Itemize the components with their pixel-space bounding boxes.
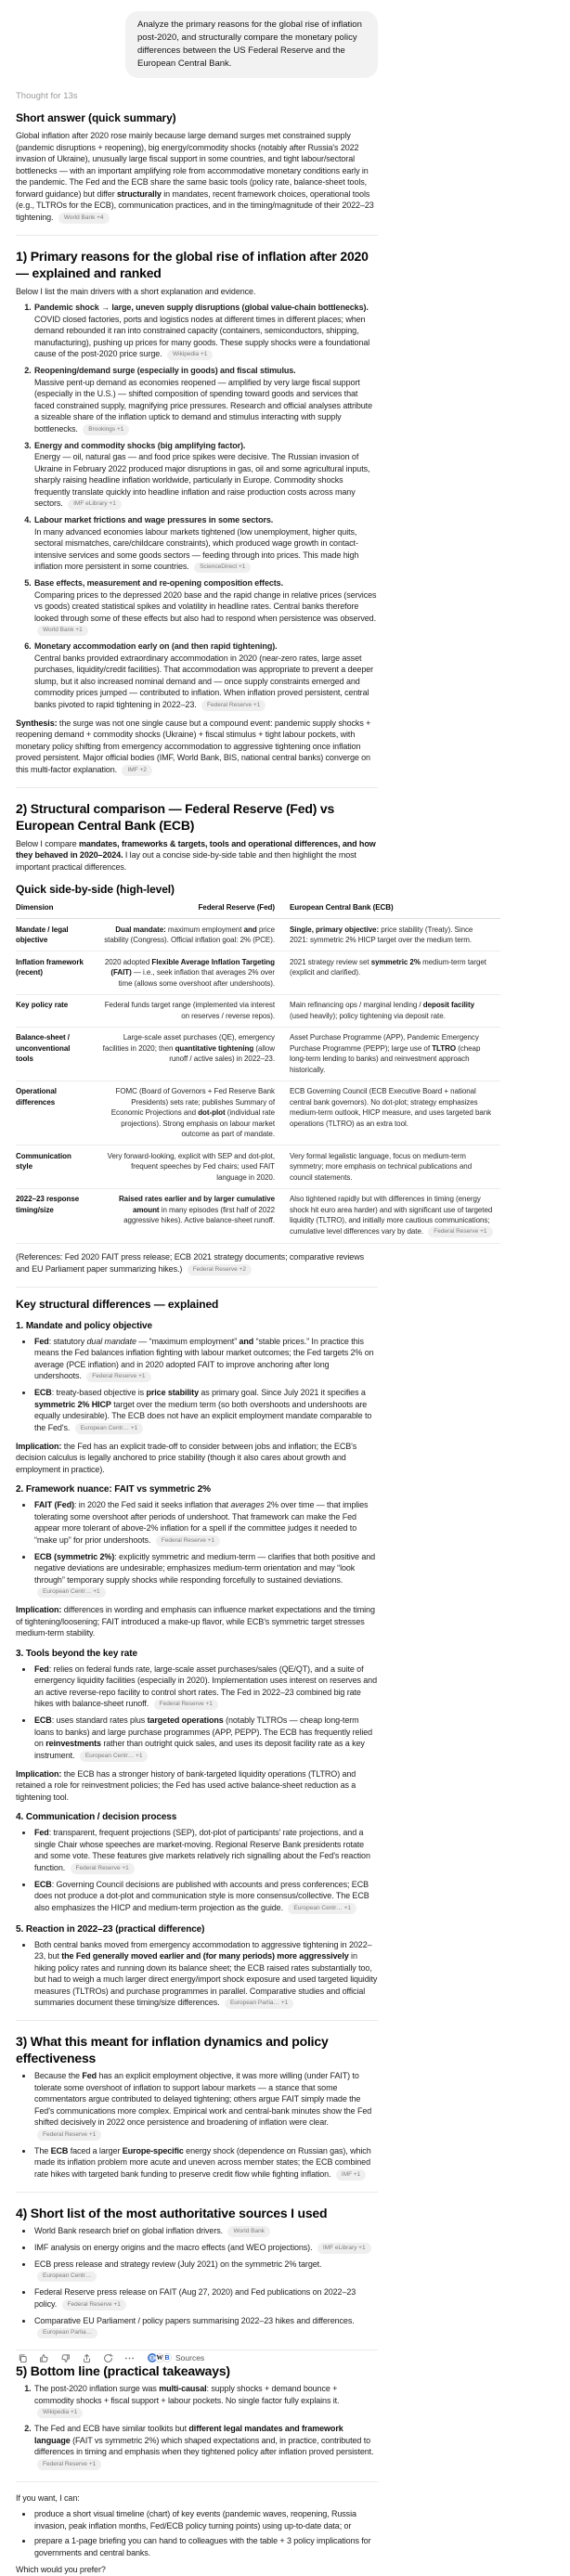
text-run: ECB Governing Council (ECB Executive Board + national central bank governors). No dot-plot; strategy emphasizes medium-term outlook, HICP measure, and uses targeted bank operations (TLTRO) as an extra tool. [290, 1087, 492, 1128]
citation-pill[interactable]: Federal Reserve +1 [428, 1226, 492, 1237]
ecb-cell [282, 1188, 500, 1244]
list-item [33, 1879, 378, 1915]
citation-pill[interactable]: Federal Reserve +1 [37, 2129, 101, 2141]
text-run: Also tightened rapidly but with differences in timing (energy shock hit euro area harder) and with significant use of targeted liquidity (TLTRO), and initially more cautious communications; cumulative level differences vary by date. [290, 1195, 493, 1236]
text-run: Dual mandate: [115, 925, 166, 934]
citation-pill[interactable]: World Bank +4 [58, 213, 110, 224]
text-run: Very formal legalistic language, focus on medium-term symmetry; more emphasis on technical publications and council statements. [290, 1151, 473, 1182]
dimension-cell: Key policy rate [16, 994, 92, 1027]
citation-pill[interactable]: Federal Reserve +1 [86, 1372, 150, 1383]
text-run: targeted operations [147, 1715, 224, 1725]
bullet-list [16, 1336, 378, 1435]
dimension-cell: Communication style [16, 1146, 92, 1189]
table-header-cell: Dimension [16, 900, 92, 919]
text-run: reinvestments [45, 1739, 101, 1748]
text-run: as primary goal. Since July 2021 it specifies a [199, 1388, 366, 1397]
text-run: Fed [34, 1336, 49, 1346]
text-run: Fed [34, 1663, 49, 1674]
fed-cell [92, 951, 282, 995]
section-heading: 3) What this meant for inflation dynamics and policy effectiveness [16, 2034, 329, 2065]
text-run: Single, primary objective: [290, 925, 380, 934]
dimension-cell: Inflation framework (recent) [16, 951, 92, 995]
thumbs-down-icon [59, 2352, 71, 2364]
text-run: Implication: [16, 1768, 62, 1779]
text-run: produce a short visual timeline (chart) of key events (pandemic waves, reopening, Russia invasion, peak inflation months, Fed/ECB policy turning points) using up-to-date data; or [34, 2509, 356, 2531]
section-heading: Key structural differences — explained [16, 1297, 219, 1311]
paragraph [16, 718, 378, 777]
text-run: rather than outright quick sales, and uses its deposit facility rate as a key instrument. [34, 1739, 365, 1760]
dimension-cell: Mandate / legal objective [16, 919, 92, 951]
user-message-bubble: Analyze the primary reasons for the global rise of inflation post-2020, and structurally compare the monetary policy differences between the US Federal Reserve and the European Central Bank. [125, 11, 378, 78]
section-heading: 3. Tools beyond the key rate [16, 1648, 137, 1659]
text-run: Raised rates earlier and by larger cumulative amount [118, 1195, 275, 1214]
dimension-cell: 2022–23 response timing/size [16, 1188, 92, 1244]
text-run: dot-plot [198, 1108, 226, 1117]
text-run: COVID closed factories, ports and logistics nodes at different times in different places; when demand rebounded it ran into constrained capacity (containers, semiconductors, shipping, manufacturing), pushing up prices for many goods. These supply shocks were a foundational cause of the post-2020 price surge. [34, 314, 370, 358]
text-run: mandates, frameworks & targets, tools and operational differences, and how they behaved in 2020–2024. [16, 838, 376, 860]
list-item [33, 2145, 378, 2181]
sources-label: Sources [175, 2353, 205, 2362]
citation-pill[interactable]: European Centr… +1 [288, 1903, 356, 1914]
text-run: 3. Energy and commodity shocks (big amplifying factor). [34, 440, 246, 450]
citation-pill[interactable]: Federal Reserve +1 [62, 2299, 126, 2311]
section-heading: 4. Communication / decision process [16, 1812, 177, 1822]
citation-pill[interactable]: European Parlia… [37, 2328, 97, 2339]
citation-pill[interactable]: European Parlia… +1 [225, 1999, 293, 2010]
text-run: Federal Reserve press release on FAIT (Aug 27, 2020) and Fed publications on 2022–23 policy. [34, 2287, 356, 2309]
section-heading: 4) Short list of the most authoritative sources I used [16, 2205, 328, 2220]
citation-pill[interactable]: World Bank [227, 2226, 269, 2237]
text-run: price stability [146, 1388, 199, 1397]
list-item [33, 2535, 378, 2558]
text-run: The [34, 2145, 51, 2155]
fed-cell [92, 1188, 282, 1244]
ecb-cell [282, 1027, 500, 1081]
citation-pill[interactable]: IMF eLibrary +1 [317, 2243, 371, 2254]
paragraph [16, 2492, 378, 2505]
text-run: (individual rate projections). Strong emphasis on labour market outcome as part of mandate. [121, 1108, 275, 1138]
text-run: 2020 adopted [104, 957, 152, 966]
text-run: I lay out a concise side-by-side table and then highlight the most important practical differences. [16, 850, 356, 872]
list-item [33, 641, 378, 712]
text-run: : treaty-based objective is [51, 1388, 147, 1397]
text-run: prepare a 1-page briefing you can hand to colleagues with the table + 3 policy implications for governments and central banks. [34, 2536, 371, 2557]
paragraph [16, 286, 378, 298]
share-button[interactable] [80, 2351, 93, 2364]
sources-button[interactable] [148, 2353, 204, 2362]
text-run: quantitative tightening [175, 1043, 254, 1053]
list-item [33, 2286, 378, 2311]
text-run: 2021 strategy review set [290, 957, 371, 966]
comparison-table [16, 900, 500, 1244]
bullet-list [16, 1499, 378, 1599]
list-item [33, 1387, 378, 1435]
message-action-bar [16, 2351, 204, 2364]
text-run: 2. Reopening/demand surge (especially in goods) and fiscal stimulus. [34, 366, 296, 375]
text-run: ECB [34, 1715, 52, 1725]
thumbs-down-button[interactable] [58, 2351, 71, 2364]
brookings-favicon: B [162, 2353, 172, 2362]
text-run: the surge was not one single cause but a compound event: pandemic supply shocks + reopening demand + commodity shocks (Ukraine) + fiscal stimulus + tight labour pockets, with monetary policy shifting from emergency accommodation to aggressive tightening once inflation proved persistent. Major official bodies (IMF, World Bank, BIS, national central banks) converge on this multi-factor explanation. [16, 718, 371, 774]
text-run: 5. Base effects, measurement and re-opening composition effects. [34, 578, 283, 588]
text-run: Central banks provided extraordinary accommodation in 2020 (near-zero rates, large asset purchases, liquidity/credit facilities). That accommodation was appropriate to prevent a deeper slump, but it also increased nominal demand and — once supply constraints emerged and commodity prices jumped — contributed to inflation. When inflation proved persistent, central banks pivoted to rapid tightening in 2022–23. [34, 653, 374, 709]
list-item [33, 365, 378, 436]
citation-pill[interactable]: World Bank +1 [37, 626, 88, 637]
list-item [33, 1939, 378, 2011]
bullet-list [16, 2508, 378, 2558]
list-item [33, 1827, 378, 1875]
text-run: averages [230, 1500, 265, 1509]
text-run: ECB [34, 1879, 52, 1889]
text-run: symmetric 2% HICP [34, 1399, 111, 1409]
table-row [16, 1081, 500, 1146]
paragraph [16, 1441, 378, 1476]
ecb-cell [282, 994, 500, 1027]
copy-button[interactable] [16, 2351, 29, 2364]
text-run: symmetric 2% [370, 957, 421, 966]
list-item [33, 1336, 378, 1384]
divider [16, 787, 378, 788]
table-row [16, 1146, 500, 1189]
text-run: Europe-specific [122, 2145, 184, 2155]
list-item [33, 2070, 378, 2142]
citation-pill[interactable]: Wikipedia +1 [37, 2408, 83, 2419]
section-heading: 2. Framework nuance: FAIT vs symmetric 2% [16, 1484, 211, 1495]
text-run: : supply shocks + demand bounce + commodity shocks + fiscal support + labour pockets. No single factor fully explains it. [34, 2384, 340, 2405]
section-heading: 5. Reaction in 2022–23 (practical difference) [16, 1923, 205, 1935]
thumbs-up-button[interactable] [37, 2351, 50, 2364]
text-run: Comparative EU Parliament / policy papers summarising 2022–23 hikes and differences. [34, 2315, 355, 2325]
text-run: Federal funds target range (implemented via interest on reserves / reverse repos). [104, 1001, 275, 1020]
text-run: in many episodes (first half of 2022 aggressive hikes). Active balance-sheet runoff. [123, 1205, 275, 1224]
text-run: Very forward-looking, explicit with SEP and dot-plot, frequent speeches by Fed chairs; used FAIT language in 2020. [107, 1151, 275, 1182]
text-run: : Governing Council decisions are published with accounts and press conferences; ECB does not produce a dot-plot and communication style is more consensus/collective. The ECB also emphasizes the HICP and medium-term projection as the guide. [34, 1879, 369, 1912]
text-run: (cheap long-term lending to banks) and reinvestment approach historically. [290, 1043, 481, 1074]
text-run: Asset Purchase Programme (APP), Pandemic Emergency Purchase Programme (PEPP); large use of [290, 1033, 479, 1053]
text-run: deposit facility [422, 1001, 474, 1009]
text-run: medium-term target (explicit and clarified). [290, 957, 486, 977]
text-run: (allow runoff / active sales) in 2022–23. [169, 1043, 275, 1063]
text-run: faced a larger [68, 2145, 123, 2155]
table-header-cell: Federal Reserve (Fed) [92, 900, 282, 919]
citation-pill[interactable]: IMF +1 [336, 2169, 366, 2181]
text-run: Because the [34, 2071, 83, 2080]
list-item [33, 2383, 378, 2419]
text-run: : explicitly symmetric and medium-term — clarifies that both positive and negative deviations are undesirable; emphasizes medium-term orientation and may “look through” temporary supply shocks while responding forcefully to sustained deviations. [34, 1551, 376, 1585]
text-run: ECB [50, 2145, 69, 2155]
list-item [33, 2315, 378, 2340]
text-run: 4. Labour market frictions and wage pressures in some sectors. [34, 515, 274, 524]
section-heading: 2) Structural comparison — Federal Reserve (Fed) vs European Central Bank (ECB) [16, 800, 335, 833]
dimension-cell: Balance-sheet / unconventional tools [16, 1027, 92, 1081]
share-icon [81, 2352, 93, 2364]
citation-pill[interactable]: Federal Reserve +1 [201, 700, 266, 711]
more-button[interactable] [123, 2351, 136, 2364]
ecb-cell [282, 951, 500, 995]
text-run: Global inflation after 2020 rose mainly because large demand surges met constrained supply (pandemic disruptions + reopening), big energy/commodity shocks (notably after Russia's 2022 invasion of Ukraine), unusually large fiscal support in some countries, and tight labour/sectoral bottlenecks — with an important amplifying role from accommodative monetary conditions early in the pandemic. The Fed and the ECB share the same basic tools (policy rate, balance-sheet tools, forward guidance) but differ [16, 131, 369, 199]
action-buttons [16, 2351, 136, 2364]
list-item [33, 1551, 378, 1599]
text-run: FOMC (Board of Governors + Fed Reserve Bank Presidents) sets rate; publishes Summary of Economic Projections and [110, 1087, 275, 1117]
citation-pill[interactable]: Federal Reserve +1 [71, 1863, 135, 1874]
citation-pill[interactable]: Wikipedia +1 [167, 350, 213, 361]
text-run: Massive pent-up demand as economies reopened — amplified by very large fiscal support (especially in the U.S.) — shifted composition of spending toward goods and services that faced constrained supply, magnifying price pressures. Research and official analyses attribute a sizeable share of the inflation uptick to demand and stimulus interacting with supply bottlenecks. [34, 377, 372, 434]
text-run: target over the medium term (so both overshoots and undershoots are equally undesirable). The ECB does not have an explicit employment mandate comparable to the Fed's. [34, 1399, 372, 1432]
fed-cell [92, 1027, 282, 1081]
text-run: Fed [82, 2071, 97, 2080]
numbered-list [16, 2383, 378, 2471]
citation-pill[interactable]: European Centr… +1 [37, 1587, 106, 1599]
text-run: Below I list the main drivers with a short explanation and evidence. [16, 286, 256, 296]
citation-pill[interactable]: ScienceDirect +1 [194, 563, 251, 574]
text-run: Both central banks moved from emergency accommodation to aggressive tightening in 2022–23, but [34, 1939, 372, 1961]
citation-pill[interactable]: IMF +2 [122, 765, 151, 776]
list-item [33, 577, 378, 637]
fed-cell [92, 919, 282, 951]
text-run: the Fed has an explicit trade-off to consider between jobs and inflation; the ECB's decision calculus is legally anchored to price stability (though it also cares about growth and employment in practice). [16, 1441, 357, 1474]
paragraph [16, 1604, 378, 1639]
text-run: FAIT (Fed) [34, 1500, 74, 1509]
list-item [33, 514, 378, 574]
text-run: The post-2020 inflation surge was [34, 2384, 160, 2393]
text-run: 2% over time — that implies tolerating some overshoot after periods of undershoot. That framework can make the Fed appear more tolerant of above-2% inflation for a spell if the committee judges it needed to “make up” for prior undershoots. [34, 1500, 369, 1545]
fed-cell [92, 1081, 282, 1146]
text-run: Implication: [16, 1441, 62, 1451]
text-run: different legal mandates and framework language [34, 2424, 343, 2445]
bullet-list [16, 2070, 378, 2181]
citation-pill[interactable]: European Centr… [37, 2272, 97, 2283]
text-run: price stability (Congress). Official inflation goal: 2% (PCE). [104, 925, 275, 944]
text-run: — i.e., seek inflation that averages 2% over time (allows some overshoot after undershoots). [118, 968, 275, 988]
text-run: If you want, I can: [16, 2492, 80, 2503]
list-item [33, 2508, 378, 2531]
divider [16, 235, 378, 236]
text-run: World Bank research brief on global inflation drivers. [34, 2225, 226, 2235]
text-run: Large-scale asset purchases (QE), emergency facilities in 2020; then [102, 1033, 275, 1053]
text-run: energy shock (dependence on Russian gas), which made its inflation problem more acute and uneven across member states; the ECB combined rate hikes with targeted bank funding to preserve credit flow while fighting inflation. [34, 2145, 371, 2179]
list-item [33, 302, 378, 361]
divider [16, 2349, 378, 2350]
text-run: 1. Pandemic shock → large, uneven supply disruptions (global value-chain bottlenecks). [34, 303, 369, 312]
section-heading: Quick side-by-side (high-level) [16, 883, 175, 896]
more-icon [123, 2352, 136, 2364]
text-run: price stability (Treaty). Since 2021: symmetric 2% HICP target over the medium term. [290, 925, 473, 944]
table-header-cell: European Central Bank (ECB) [282, 900, 500, 919]
text-run: 6. Monetary accommodation early on (and then rapid tightening). [34, 641, 278, 651]
copy-icon [17, 2352, 29, 2364]
citation-pill[interactable]: Federal Reserve +1 [156, 1535, 220, 1547]
text-run: the ECB has a stronger history of bank-targeted liquidity operations (TLTRO) and retained a role for reinvestment policies; the Fed has used active balance-sheet reduction as a tightening tool. [16, 1768, 356, 1802]
list-item [33, 1715, 378, 1763]
paragraph [16, 130, 378, 225]
text-run: (notably TLTROs — cheap long-term loans to banks) and large purchase programmes (APP, PEPP). The ECB has frequently relied on [34, 1715, 373, 1748]
regenerate-button[interactable] [101, 2351, 114, 2364]
divider [16, 1287, 378, 1288]
divider [16, 2192, 378, 2193]
wikipedia-favicon: W [156, 2353, 163, 2362]
text-run: Below I compare [16, 838, 79, 848]
table-row [16, 951, 500, 995]
citation-pill[interactable]: Federal Reserve +2 [188, 1264, 252, 1275]
text-run: ECB press release and strategy review (July 2021) on the symmetric 2% target. [34, 2259, 322, 2269]
text-run: dual mandate [86, 1336, 136, 1346]
text-run: structurally [117, 188, 162, 199]
fed-cell [92, 994, 282, 1027]
text-run: has an explicit employment objective, it was more willing (under FAIT) to tolerate some overshoot of inflation to support labour markets — a stance that some commentators argue contributed to delayed tightening; others argue FAIT simply made the Fed's communications more complex. Empirical work and central-bank minutes show the Fed shifted decisively in 2022 once persistence and broadening of inflation were clear. [34, 2071, 372, 2127]
text-run: : in 2020 the Fed said it seeks inflation that [74, 1500, 231, 1509]
ecb-cell [282, 1081, 500, 1146]
bullet-list [16, 2225, 378, 2340]
text-run: in mandates, recent framework choices, operational tools (e.g., TLTROs for the ECB), communication practices, and in the timing/magnitude of their 2022–23 tightening. [16, 188, 374, 222]
text-run: — “maximum employment” [136, 1336, 240, 1346]
bullet-list [16, 1663, 378, 1763]
table-row [16, 1188, 500, 1244]
text-run: The Fed and ECB have similar toolkits but [34, 2424, 189, 2433]
list-item [33, 2259, 378, 2284]
text-run: “stable prices.” In practice this means the Fed balances inflation fighting with labour market outcomes; the Fed targets 2% on average (PCE inflation) and in 2020 adopted FAIT to improve anchoring after long undershoots. [34, 1336, 374, 1380]
table-row [16, 1027, 500, 1081]
text-run: : transparent, frequent projections (SEP), dot-plot of participants' rate projections, and a single Chair whose speeches are market-moving. Regional Reserve Bank presidents rotate and some vote. These features give markets relatively rich signalling about the Fed's reaction function. [34, 1828, 370, 1872]
text-run: in hiking policy rates and running down its balance sheet; the ECB raised rates substantially too, but had to weigh a much larger direct energy/import shock exposure and used targeted liquidity measures (TLTROs) and purchase programmes in parallel. Comparative studies and official summaries document these timing/size differences. [34, 1951, 378, 2007]
text-run: differences in wording and emphasis can influence market expectations and the timing of tightening/loosening; FAIT introduced a make-up flavor, while ECB's symmetric target stresses medium-term stability. [16, 1605, 375, 1638]
divider [16, 2020, 378, 2021]
text-run: Flexible Average Inflation Targeting (FAIT) [110, 957, 275, 977]
table-header-row [16, 900, 500, 919]
citation-pill[interactable]: Federal Reserve +1 [37, 2459, 101, 2470]
regenerate-icon [102, 2352, 114, 2364]
text-run: (References: Fed 2020 FAIT press release; ECB 2021 strategy documents; comparative reviews and EU Parliament paper summarizing hikes.) [16, 1252, 365, 1274]
bullet-list [16, 1827, 378, 1915]
table-row [16, 919, 500, 951]
user-message-row [16, 11, 378, 78]
bullet-list [16, 1939, 378, 2011]
section-heading: 1) Primary reasons for the global rise of inflation after 2020 — explained and ranked [16, 248, 369, 280]
text-run: ECB [34, 1388, 52, 1397]
dimension-cell: Operational differences [16, 1081, 92, 1146]
thought-duration-label[interactable]: Thought for 13s [16, 91, 78, 101]
list-item [33, 1663, 378, 1712]
text-run: IMF analysis on energy origins and the macro effects (and WEO projections). [34, 2242, 315, 2252]
assistant-message [16, 111, 493, 2576]
text-run: (FAIT vs symmetric 2%) which shaped expectations and, in practice, contributed to differences in timing and emphasis when they tightened policy after inflation proved persistent. [34, 2435, 374, 2456]
citation-pill[interactable]: Brookings +1 [83, 424, 129, 435]
divider [16, 2481, 378, 2482]
numbered-list [16, 302, 378, 712]
list-item [33, 440, 378, 511]
text-run: TLTRO [432, 1043, 457, 1053]
list-item [33, 1499, 378, 1547]
citation-pill[interactable]: IMF eLibrary +1 [68, 499, 122, 511]
paragraph [16, 1768, 378, 1804]
list-item [33, 2242, 378, 2255]
text-run: the Fed generally moved earlier and (for many periods) more aggressively [61, 1951, 349, 1961]
source-favicons [148, 2353, 172, 2362]
text-run: Main refinancing ops / marginal lending / [290, 1001, 423, 1009]
paragraph [16, 1251, 378, 1276]
text-run: multi-causal [159, 2384, 207, 2393]
text-run: : uses standard rates plus [51, 1715, 148, 1725]
text-run: Synthesis: [16, 718, 58, 728]
list-item [33, 2225, 378, 2238]
table-row [16, 994, 500, 1027]
text-run: Energy — oil, natural gas — and food price spikes were decisive. The Russian invasion of Ukraine in February 2022 produced major disruptions in gas, oil and some agricultural inputs, sharply raising headline inflation worldwide, particularly in Europe. Commodity shocks frequently translate quickly into headline inflation and raise production costs across many sectors. [34, 452, 370, 508]
conversation-column [16, 11, 493, 2576]
text-run: In many advanced economies labour markets tightened (low unemployment, higher quits, sectoral mismatches, care/childcare constraints), which produced wage growth in contact-intensive services and some goods sectors — feeding through into prices. This made high inflation more persistent in some countries. [34, 526, 359, 571]
section-heading: Short answer (quick summary) [16, 111, 176, 124]
text-run: and [243, 925, 257, 934]
fed-cell [92, 1146, 282, 1189]
ecb-cell [282, 1146, 500, 1189]
text-run: Comparing prices to the depressed 2020 base and the rapid change in relative prices (services vs goods) created statistical spikes and volatility in headline rates. Central banks therefore looked through some of these effects but also had to respond when persistence was observed. [34, 589, 377, 623]
text-run: : relies on federal funds rate, large-scale asset purchases/sales (QE/QT), and a suite of emergency liquidity facilities (especially in 2020). Implementation uses interest on reserves and an active reverse-repo facility to control short rates. The Fed in 2022–23 combined big rate hikes with balance-sheet runoff. [34, 1663, 377, 1708]
citation-pill[interactable]: European Centr… +1 [75, 1423, 144, 1434]
ecb-cell [282, 919, 500, 951]
list-item [33, 2423, 378, 2471]
paragraph [16, 838, 378, 874]
paragraph [16, 2564, 378, 2576]
text-run: : statutory [48, 1336, 87, 1346]
citation-pill[interactable]: Federal Reserve +1 [154, 1700, 218, 1711]
text-run: Implication: [16, 1605, 62, 1614]
text-run: maximum employment [165, 925, 244, 934]
text-run: ECB (symmetric 2%) [34, 1551, 115, 1561]
section-heading: 1. Mandate and policy objective [16, 1320, 152, 1331]
section-heading: 5) Bottom line (practical takeaways) [16, 2363, 230, 2378]
citation-pill[interactable]: European Centr… +1 [80, 1751, 149, 1762]
text-run: (used heavily); policy tightening via deposit rate. [290, 1011, 446, 1020]
thumbs-up-icon [38, 2352, 50, 2364]
text-run: Which would you prefer? [16, 2565, 106, 2574]
text-run: and [239, 1336, 254, 1346]
text-run: Fed [34, 1828, 49, 1837]
